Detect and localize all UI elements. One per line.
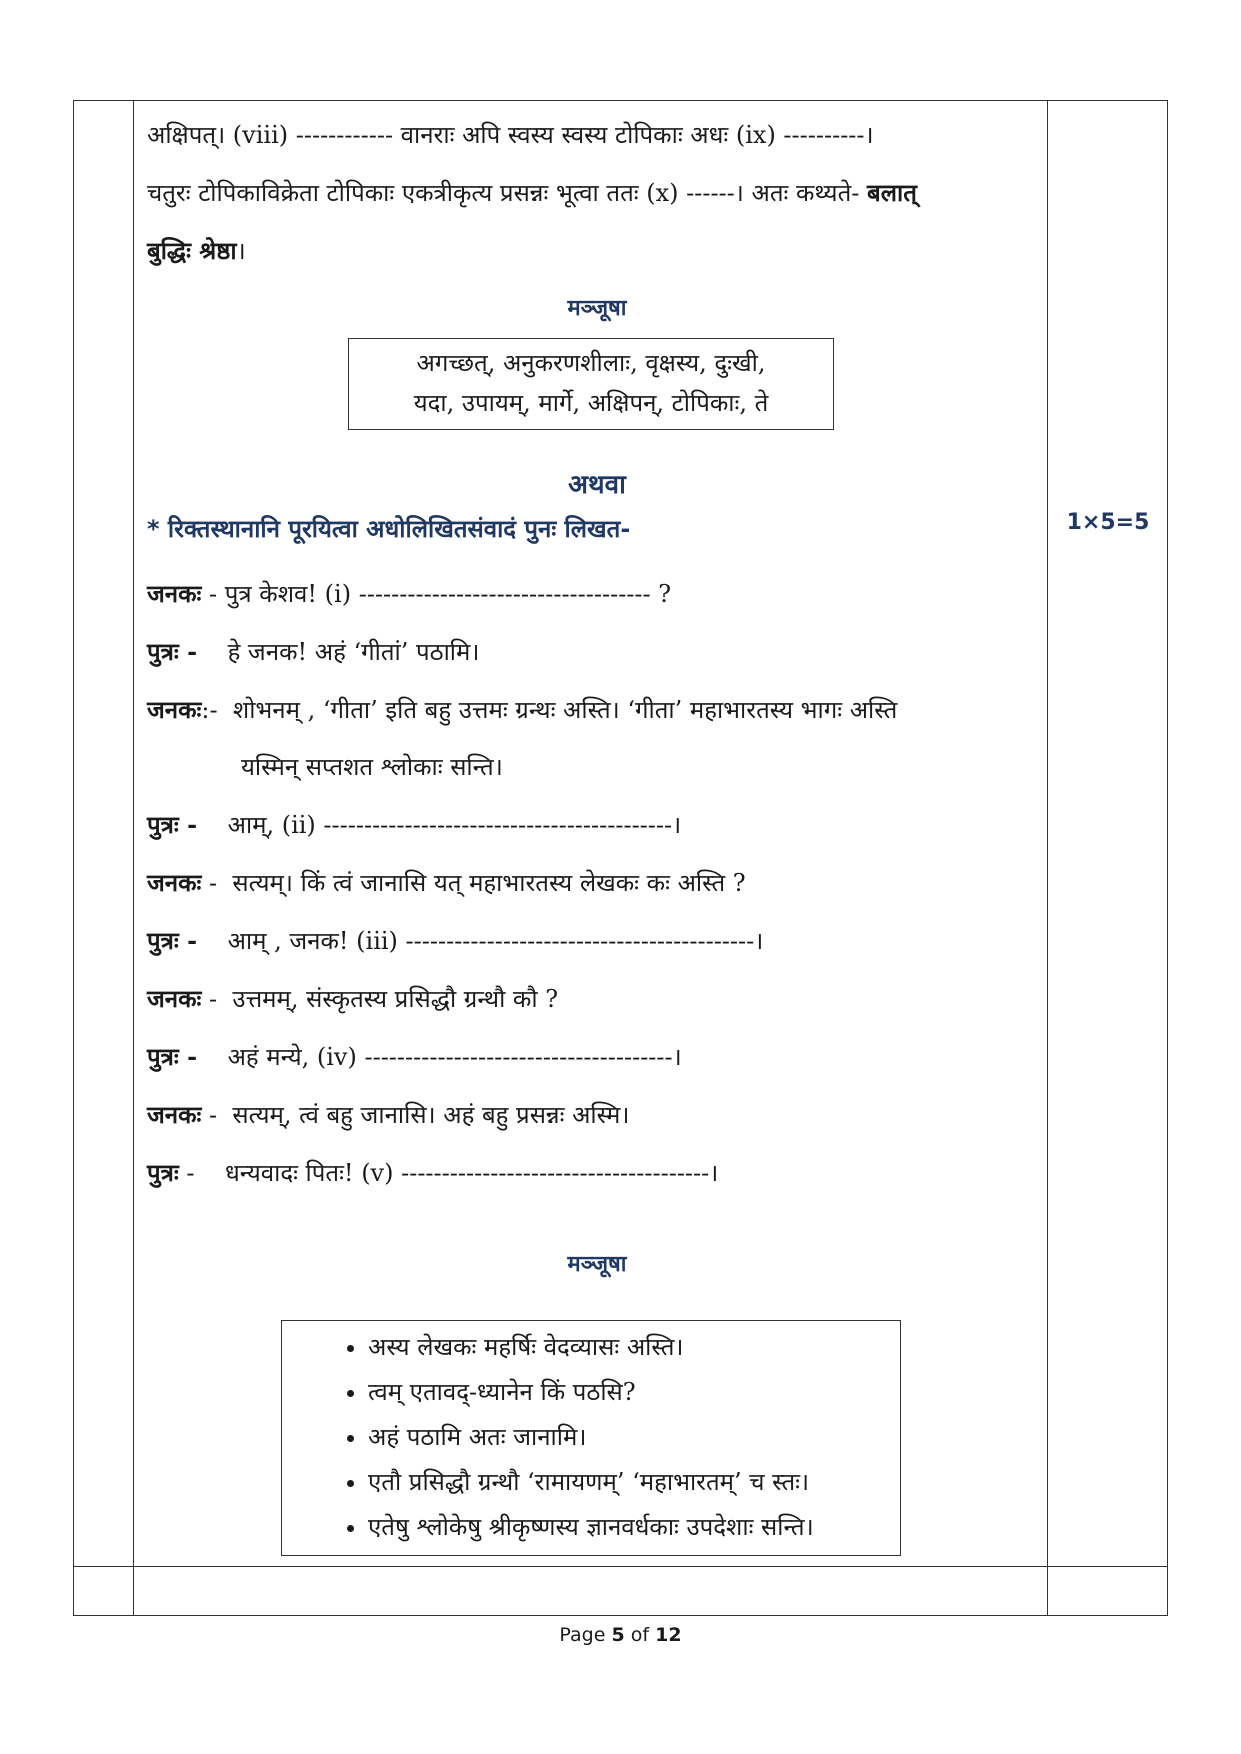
dialogue-line — [147, 796, 1047, 854]
dialogue-text: धन्यवादः पितः! (v) --------------------------------------। — [225, 1159, 719, 1187]
page-current: 5 — [611, 1624, 625, 1646]
speaker-label: पुत्रः - — [147, 637, 198, 666]
passage-line-2-text: चतुरः टोपिकाविक्रेता टोपिकाः एकत्रीकृत्य प्रसन्नः भूत्वा ततः (x) ------। अतः कथ्यते- — [147, 179, 868, 207]
manjusha-heading-1: मञ्जूषा — [567, 296, 627, 321]
speaker-separator: - — [201, 580, 225, 608]
speaker-label: पुत्रः - — [147, 1042, 198, 1071]
dialogue-text: शोभनम् , ‘गीता’ इति बहु उत्तमः ग्रन्थः अस्ति। ‘गीता’ महाभारतस्य भागः अस्ति — [232, 696, 898, 724]
dialogue-text: सत्यम्, त्वं बहु जानासि। अहं बहु प्रसन्नः अस्मि। — [232, 1101, 630, 1129]
dialogue-line — [147, 623, 1047, 681]
speaker-label: पुत्रः - — [147, 926, 198, 955]
dialogue-block — [147, 565, 1047, 1202]
manjusha-list — [282, 1325, 900, 1550]
proverb-part-2: बुद्धिः श्रेष्ठा — [147, 236, 237, 265]
column-divider-left — [133, 100, 134, 1616]
dialogue-line — [147, 1086, 1047, 1144]
speaker-label: पुत्रः — [147, 1158, 179, 1187]
manjusha-item: • अस्य लेखकः महर्षिः वेदव्यासः अस्ति। — [368, 1325, 900, 1370]
passage-line-3-end: । — [236, 237, 246, 265]
speaker-separator: :- — [201, 696, 233, 724]
dialogue-text: यस्मिन् सप्तशत श्लोकाः सन्ति। — [241, 753, 503, 781]
dialogue-line — [147, 912, 1047, 970]
speaker-label: पुत्रः - — [147, 810, 198, 839]
dialogue-line — [147, 1144, 1047, 1202]
dialogue-line — [147, 681, 1047, 739]
dialogue-line — [147, 739, 1047, 796]
manjusha-item: • त्वम् एतावद्-ध्यानेन किं पठसि? — [368, 1370, 900, 1415]
dialogue-line — [147, 854, 1047, 912]
row-divider — [73, 1566, 1168, 1567]
athava-heading: अथवा — [568, 470, 626, 500]
word-box-line-2: यदा, उपायम्, मार्गे, अक्षिपन्, टोपिकाः, ते — [413, 389, 769, 417]
speaker-separator — [197, 811, 228, 839]
speaker-label: जनकः — [147, 868, 202, 897]
page-total: 12 — [655, 1624, 682, 1646]
footer-prefix: Page — [559, 1624, 612, 1646]
dialogue-line — [147, 1028, 1047, 1086]
footer-of: of — [624, 1624, 656, 1646]
passage-line-2 — [147, 164, 1047, 222]
dialogue-text: हे जनक! अहं ‘गीतां’ पठामि। — [227, 638, 480, 666]
word-box-1 — [348, 338, 834, 430]
speaker-label: जनकः — [147, 1100, 202, 1129]
dialogue-line — [147, 565, 1047, 623]
speaker-label: जनकः — [147, 579, 202, 608]
word-box-line-1: अगच्छत्, अनुकरणशीलाः, वृक्षस्य, दुःखी, — [416, 349, 766, 377]
speaker-separator: - — [201, 1101, 233, 1129]
speaker-separator: - — [178, 1159, 225, 1187]
dialogue-text: आम्, (ii) -------------------------------------------। — [227, 811, 682, 839]
dialogue-text: अहं मन्ये, (iv) --------------------------------------। — [227, 1043, 682, 1071]
passage-line-1: अक्षिपत्। (viii) ------------ वानराः अपि स्वस्य स्वस्य टोपिकाः अधः (ix) ----------। — [147, 121, 874, 149]
speaker-separator: - — [201, 985, 233, 1013]
page-footer — [0, 1624, 1241, 1646]
manjusha-item: • एतेषु श्लोकेषु श्रीकृष्णस्य ज्ञानवर्धकाः उपदेशाः सन्ति। — [368, 1505, 900, 1550]
speaker-separator — [197, 1043, 228, 1071]
word-box-2 — [281, 1320, 901, 1556]
passage-line-3 — [147, 222, 1047, 280]
dialogue-text: सत्यम्। किं त्वं जानासि यत् महाभारतस्य लेखकः कः अस्ति ? — [232, 869, 746, 897]
speaker-label: जनकः — [147, 984, 202, 1013]
instruction-text: * रिक्तस्थानानि पूरयित्वा अधोलिखितसंवादं पुनः लिखत- — [147, 515, 631, 543]
speaker-separator — [197, 927, 228, 955]
question-content — [147, 100, 1047, 337]
dialogue-text: पुत्र केशव! (i) ------------------------------------ ? — [224, 580, 672, 608]
dialogue-text: उत्तमम्, संस्कृतस्य प्रसिद्धौ ग्रन्थौ कौ ? — [232, 985, 559, 1013]
speaker-separator — [197, 638, 228, 666]
dialogue-text: आम् , जनक! (iii) -------------------------------------------। — [227, 927, 764, 955]
speaker-label: जनकः — [147, 695, 202, 724]
manjusha-item: • एतौ प्रसिद्धौ ग्रन्थौ ‘रामायणम्’ ‘महाभारतम्’ च स्तः। — [368, 1460, 900, 1505]
manjusha-item: • अहं पठामि अतः जानामि। — [368, 1415, 900, 1460]
proverb-part-1: बलात् — [867, 178, 917, 207]
dialogue-line — [147, 970, 1047, 1028]
marks-label: 1×5=5 — [1066, 510, 1150, 535]
manjusha-heading-2: मञ्जूषा — [567, 1252, 627, 1277]
speaker-separator: - — [201, 869, 233, 897]
column-divider-right — [1047, 100, 1048, 1616]
